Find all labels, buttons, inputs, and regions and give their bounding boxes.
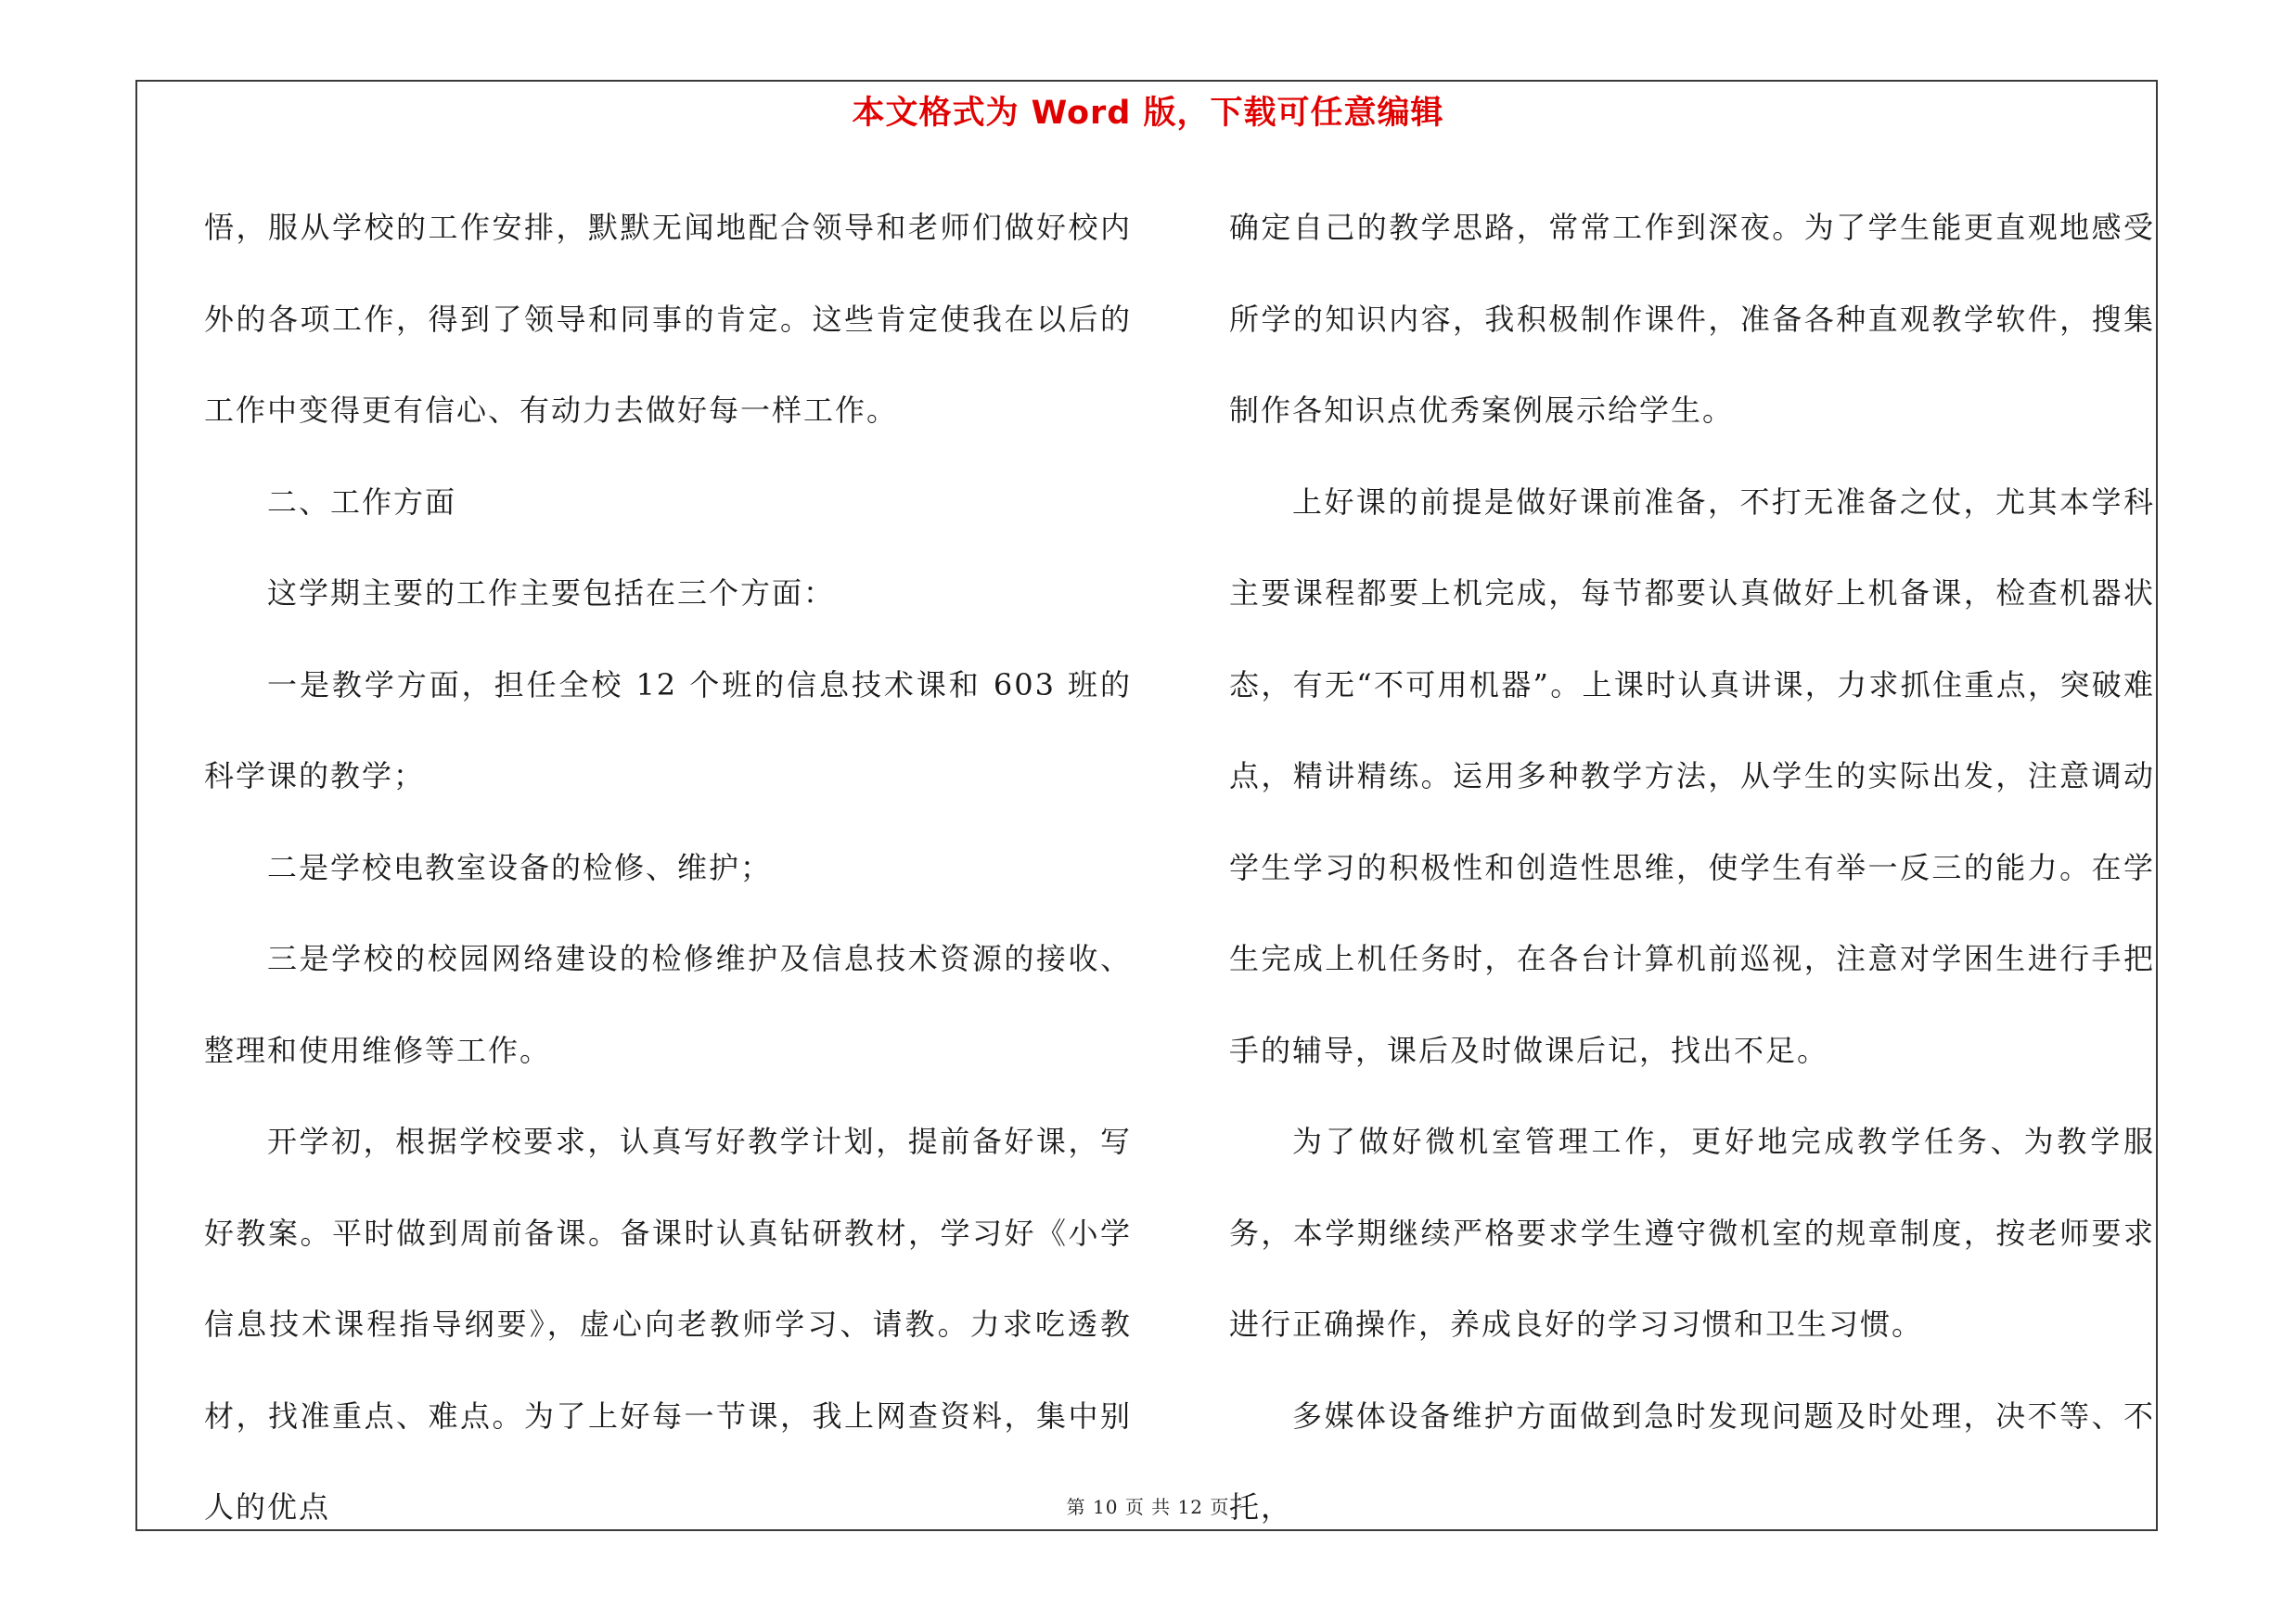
paragraph: 为了做好微机室管理工作，更好地完成教学任务、为教学服务，本学期继续严格要求学生遵守微机室的规章制度，按老师要求进行正确操作，养成良好的学习习惯和卫生习惯。 [1229, 1124, 2155, 1342]
paragraph: 一是教学方面，担任全校 12 个班的信息技术课和 603 班的科学课的教学； [204, 666, 1132, 793]
paragraph: 多媒体设备维护方面做到急时发现问题及时处理，决不等、不托， [1229, 1398, 2155, 1525]
page-footer: 第 10 页 共 12 页 [1066, 1496, 1230, 1518]
paragraph: 这学期主要的工作主要包括在三个方面： [267, 575, 836, 611]
left-column [204, 182, 1132, 1553]
paragraph: 确定自己的教学思路，常常工作到深夜。为了学生能更直观地感受所学的知识内容，我积极制作课件，准备各种直观教学软件，搜集制作各知识点优秀案例展示给学生。 [1229, 210, 2155, 428]
right-column [1229, 182, 2155, 1553]
paragraph: 上好课的前提是做好课前准备，不打无准备之仗，尤其本学科主要课程都要上机完成，每节都要认真做好上机备课，检查机器状态，有无“不可用机器”。上课时认真讲课，力求抓住重点，突破难点，精讲精练。运用多种教学方法，从学生的实际出发，注意调动学生学习的积极性和创造性思维，使学生有举一反三的能力。在学生完成上机任务时，在各台计算机前巡视，注意对学困生进行手把手的辅导，课后及时做课后记，找出不足。 [1229, 483, 2155, 1068]
format-banner: 本文格式为 Word 版，下载可任意编辑 [852, 95, 1444, 132]
paragraph: 二是学校电教室设备的检修、维护； [267, 849, 773, 885]
paragraph: 悟，服从学校的工作安排，默默无闻地配合领导和老师们做好校内外的各项工作，得到了领导和同事的肯定。这些肯定使我在以后的工作中变得更有信心、有动力去做好每一样工作。 [204, 210, 1132, 428]
paragraph: 三是学校的校园网络建设的检修维护及信息技术资源的接收、整理和使用维修等工作。 [204, 941, 1132, 1068]
paragraph: 二、工作方面 [267, 483, 457, 520]
paragraph: 开学初，根据学校要求，认真写好教学计划，提前备好课，写好教案。平时做到周前备课。备课时认真钻研教材，学习好《小学信息技术课程指导纲要》，虚心向老教师学习、请教。力求吃透教材，找准重点、难点。为了上好每一节课，我上网查资料，集中别人的优点 [204, 1124, 1132, 1525]
